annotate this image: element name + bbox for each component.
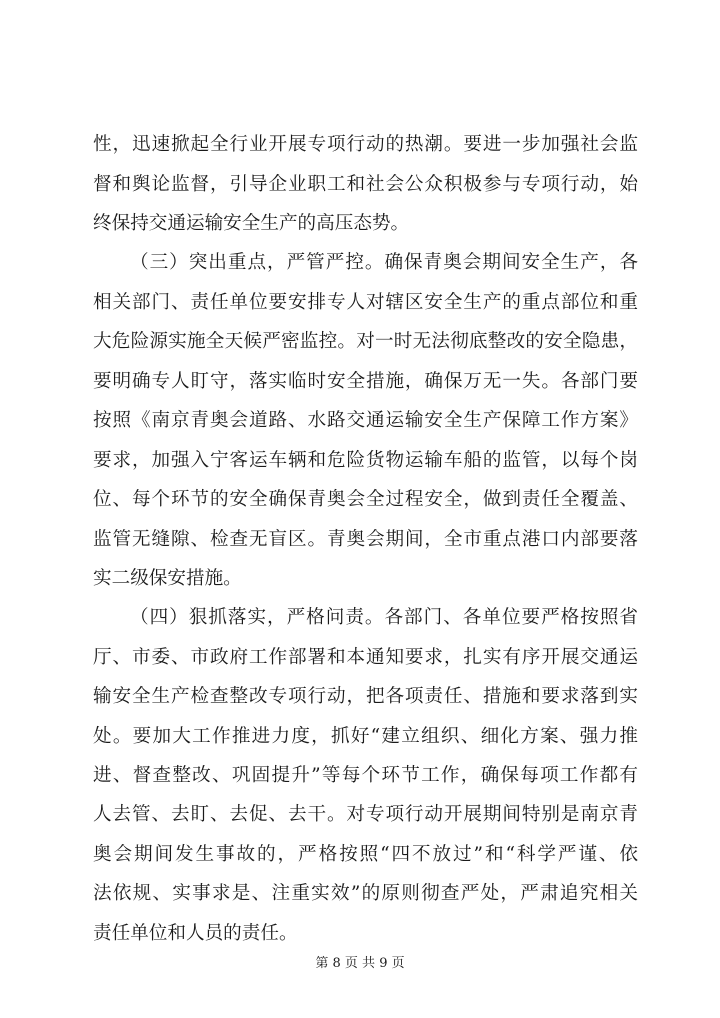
paragraph-line: （三）突出重点，严管严控。确保青奥会期间安全生产，各 (130, 252, 638, 273)
paragraph-line: 督和舆论监督，引导企业职工和社会公众积极参与专项行动，始 (93, 174, 638, 195)
paragraph-line: 要求，加强入宁客运车辆和危险货物运输车船的监管，以每个岗 (93, 450, 638, 471)
paragraph-line: 输安全生产检查整改专项行动，把各项责任、措施和要求落到实 (93, 686, 638, 707)
paragraph-line: 人去管、去盯、去促、去干。对专项行动开展期间特别是南京青 (93, 804, 638, 825)
paragraph-line: 进、督查整改、巩固提升”等每个环节工作，确保每项工作都有 (93, 765, 638, 786)
page-number-footer: 第 8 页 共 9 页 (315, 956, 405, 971)
paragraph-line: 相关部门、责任单位要安排专人对辖区安全生产的重点部位和重 (93, 292, 638, 313)
paragraph-line: 大危险源实施全天候严密监控。对一时无法彻底整改的安全隐患， (93, 331, 638, 352)
paragraph-line: 按照《南京青奥会道路、水路交通运输安全生产保障工作方案》 (93, 410, 638, 431)
paragraph-line: 位、每个环节的安全确保青奥会全过程安全，做到责任全覆盖、 (93, 489, 638, 510)
paragraph-line: 性，迅速掀起全行业开展专项行动的热潮。要进一步加强社会监 (93, 134, 638, 155)
paragraph-line: 实二级保安措施。 (93, 568, 242, 589)
paragraph-line: 责任单位和人员的责任。 (93, 923, 298, 944)
paragraph-line: 奥会期间发生事故的，严格按照“四不放过”和“科学严谨、依 (93, 844, 638, 865)
paragraph-line: （四）狠抓落实，严格问责。各部门、各单位要严格按照省 (130, 607, 638, 628)
paragraph-line: 要明确专人盯守，落实临时安全措施，确保万无一失。各部门要 (93, 371, 638, 392)
paragraph-line: 终保持交通运输安全生产的高压态势。 (93, 213, 410, 234)
paragraph-line: 监管无缝隙、检查无盲区。青奥会期间，全市重点港口内部要落 (93, 529, 638, 550)
paragraph-line: 法依规、实事求是、注重实效”的原则彻查严处，严肃追究相关 (93, 883, 638, 904)
paragraph-line: 处。要加大工作推进力度，抓好“建立组织、细化方案、强力推 (93, 726, 638, 747)
paragraph-line: 厅、市委、市政府工作部署和本通知要求，扎实有序开展交通运 (93, 647, 638, 668)
